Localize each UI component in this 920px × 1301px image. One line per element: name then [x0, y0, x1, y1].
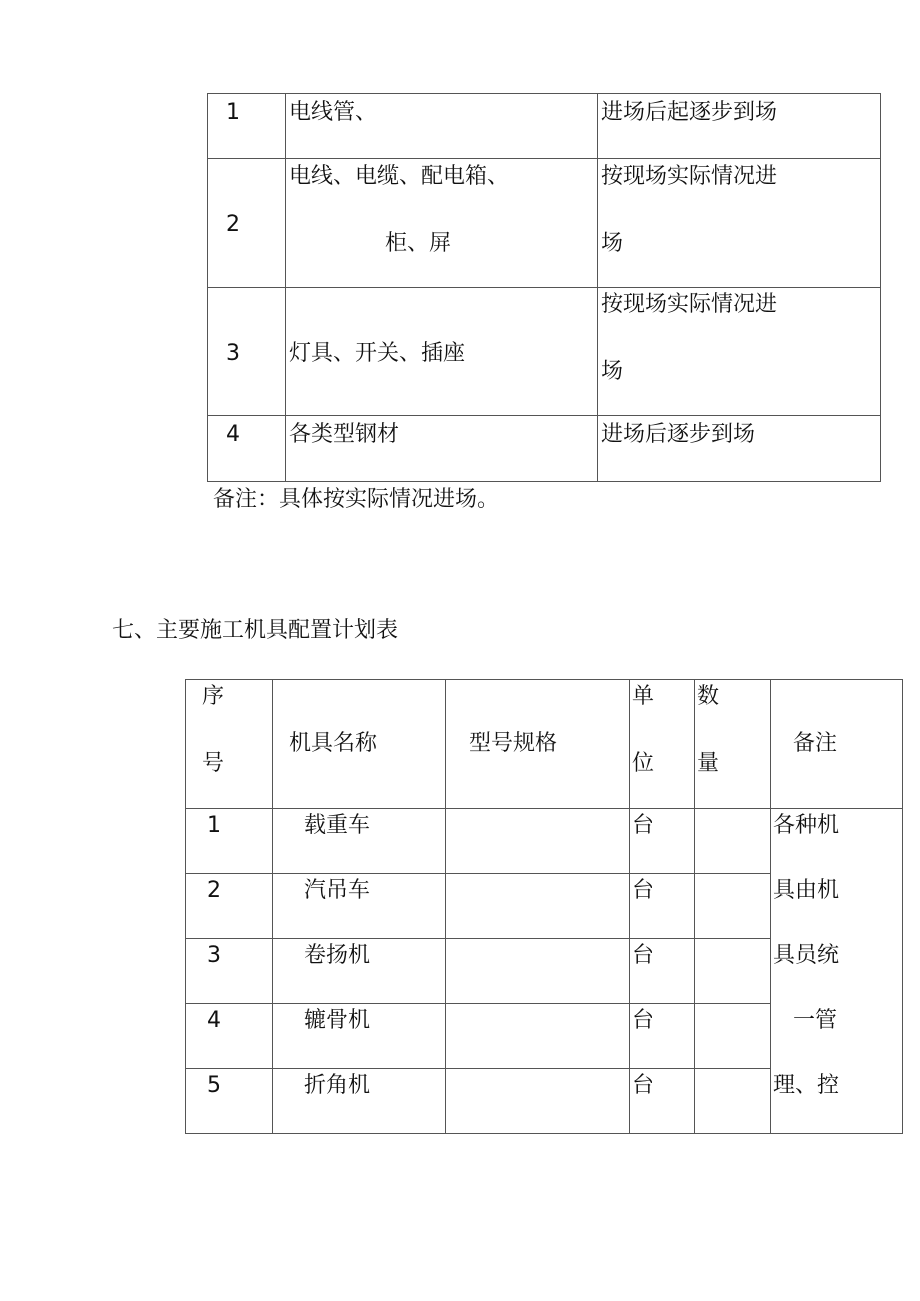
remark-line: 各种机 — [773, 813, 840, 838]
item-text: 电线管、 — [289, 100, 378, 125]
row-number-cell — [208, 416, 286, 482]
table-row — [208, 159, 881, 288]
header-model-cell — [446, 680, 630, 809]
seq-cell — [186, 874, 273, 939]
note-text: 场 — [601, 231, 624, 256]
qty-cell — [695, 1004, 771, 1069]
header-unit-label: 单 — [632, 684, 655, 709]
seq-number: 1 — [207, 813, 221, 838]
item-text: 柜、屏 — [385, 231, 452, 256]
note-cell — [598, 416, 881, 482]
note-cell — [598, 159, 881, 288]
row-number: 2 — [226, 212, 240, 237]
qty-cell — [695, 809, 771, 874]
unit-text: 台 — [632, 1073, 655, 1098]
header-seq-label: 序 — [202, 684, 225, 709]
section-heading: 七、主要施工机具配置计划表 — [112, 618, 399, 643]
header-name-cell — [273, 680, 446, 809]
item-text: 灯具、开关、插座 — [289, 341, 466, 366]
equipment-name: 卷扬机 — [304, 943, 371, 968]
model-cell — [446, 1069, 630, 1134]
equipment-name: 辘骨机 — [304, 1008, 371, 1033]
equipment-name: 汽吊车 — [304, 878, 371, 903]
unit-cell — [630, 1004, 695, 1069]
note-text: 进场后起逐步到场 — [601, 100, 778, 125]
header-seq-label: 号 — [202, 751, 225, 776]
header-name-label: 机具名称 — [289, 731, 378, 756]
table-row — [186, 809, 903, 874]
unit-cell — [630, 874, 695, 939]
table-header-row — [186, 680, 903, 809]
name-cell — [273, 874, 446, 939]
row-number-cell — [208, 94, 286, 159]
seq-cell — [186, 939, 273, 1004]
equipment-table — [185, 679, 903, 1134]
model-cell — [446, 874, 630, 939]
table-row — [208, 94, 881, 159]
remark-line: 理、控 — [773, 1073, 840, 1098]
qty-cell — [695, 1069, 771, 1134]
seq-number: 5 — [207, 1073, 221, 1098]
unit-text: 台 — [632, 878, 655, 903]
row-number: 3 — [226, 341, 240, 366]
unit-text: 台 — [632, 943, 655, 968]
model-cell — [446, 939, 630, 1004]
note-text: 按现场实际情况进 — [601, 292, 778, 317]
remark-cell — [771, 809, 903, 1134]
row-number: 4 — [226, 422, 240, 447]
remark-line: 一管 — [793, 1008, 838, 1033]
item-cell — [286, 94, 598, 159]
equipment-name: 载重车 — [304, 813, 371, 838]
header-remark-cell — [771, 680, 903, 809]
item-text: 各类型钢材 — [289, 422, 400, 447]
name-cell — [273, 1004, 446, 1069]
unit-cell — [630, 1069, 695, 1134]
seq-cell — [186, 809, 273, 874]
header-model-label: 型号规格 — [469, 731, 558, 756]
item-text: 电线、电缆、配电箱、 — [289, 164, 510, 189]
item-cell — [286, 288, 598, 416]
equipment-name: 折角机 — [304, 1073, 371, 1098]
header-seq-cell — [186, 680, 273, 809]
table-row — [208, 288, 881, 416]
row-number: 1 — [226, 100, 240, 125]
header-qty-label: 数 — [697, 684, 720, 709]
unit-cell — [630, 939, 695, 1004]
name-cell — [273, 939, 446, 1004]
note-text: 场 — [601, 359, 624, 384]
seq-number: 4 — [207, 1008, 221, 1033]
unit-text: 台 — [632, 813, 655, 838]
name-cell — [273, 809, 446, 874]
materials-table — [207, 93, 881, 482]
header-unit-label: 位 — [632, 751, 655, 776]
unit-text: 台 — [632, 1008, 655, 1033]
qty-cell — [695, 874, 771, 939]
note-cell — [598, 94, 881, 159]
remark-line: 具由机 — [773, 878, 840, 903]
note-text: 按现场实际情况进 — [601, 164, 778, 189]
qty-cell — [695, 939, 771, 1004]
remark-line: 具员统 — [773, 943, 840, 968]
unit-cell — [630, 809, 695, 874]
header-unit-cell — [630, 680, 695, 809]
seq-number: 3 — [207, 943, 221, 968]
header-qty-cell — [695, 680, 771, 809]
seq-cell — [186, 1069, 273, 1134]
note-cell — [598, 288, 881, 416]
header-remark-label: 备注 — [793, 731, 838, 756]
seq-number: 2 — [207, 878, 221, 903]
seq-cell — [186, 1004, 273, 1069]
model-cell — [446, 1004, 630, 1069]
header-qty-label: 量 — [697, 751, 720, 776]
remark-note: 备注：具体按实际情况进场。 — [213, 487, 500, 512]
note-text: 进场后逐步到场 — [601, 422, 756, 447]
item-cell — [286, 159, 598, 288]
table-row — [208, 416, 881, 482]
row-number-cell — [208, 159, 286, 288]
item-cell — [286, 416, 598, 482]
row-number-cell — [208, 288, 286, 416]
name-cell — [273, 1069, 446, 1134]
model-cell — [446, 809, 630, 874]
